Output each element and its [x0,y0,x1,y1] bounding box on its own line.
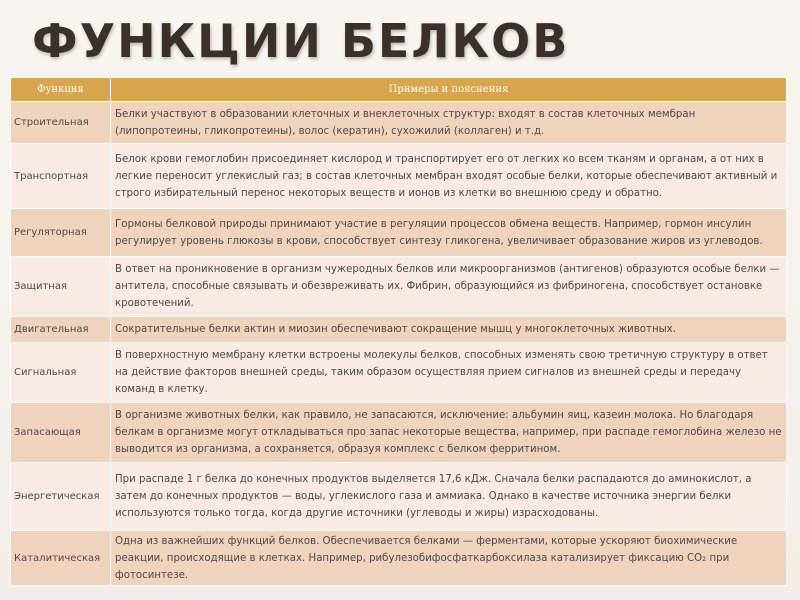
description-cell: В поверхностную мембрану клетки встроены молекулы белков, способных изменять свою третичную структуру в ответ на действие факторов внешней среды, таким образом осуществляя прием сигналов из внешней среды и передачу команд в клетку. [111,343,787,403]
table-row [11,403,787,463]
description-cell: В ответ на проникновение в организм чужеродных белков или микроорганизмов (антигенов) образуются особые белки — антитела, способные связывать и обезвреживать их. Фибрин, образующийся из фибриногена, способствует остановке кровотечений. [111,257,787,317]
table-row [11,531,787,586]
functions-table-container [10,77,786,586]
slide-title: ФУНКЦИИ БЕЛКОВ [32,14,570,68]
function-cell: Двигательная [11,317,111,343]
description-cell: В организме животных белки, как правило, не запасаются, исключение: альбумин яиц, казеин молока. Но благодаря белкам в организме могут откладываться про запас некоторые вещества, например, при распаде гемоглобина железо не выводится из организма, а сохраняется, образуя комплекс с белком ферритином. [111,403,787,463]
function-cell: Регуляторная [11,209,111,257]
function-cell: Строительная [11,102,111,144]
description-cell: Белок крови гемоглобин присоединяет кислород и транспортирует его от легких ко всем тканям и органам, а от них в легкие переносит углекислый газ; в состав клеточных мембран входят особые белки, которые обеспечивают активный и строго избирательный перенос некоторых веществ и ионов из клетки во внешнюю среду и обратно. [111,144,787,209]
table-header-row [11,78,787,102]
table-row [11,144,787,209]
table-row [11,102,787,144]
table-row [11,317,787,343]
function-cell: Защитная [11,257,111,317]
function-cell: Транспортная [11,144,111,209]
table-body [11,102,787,586]
column-header-function: Функция [11,78,111,102]
column-header-examples: Примеры и пояснения [111,78,787,102]
description-cell: При распаде 1 г белка до конечных продуктов выделяется 17,6 кДж. Сначала белки распадаются до аминокислот, а затем до конечных продуктов — воды, углекислого газа и аммиака. Однако в качестве источника энергии белки используются только тогда, когда другие источники (углеводы и жиры) израсходованы. [111,463,787,531]
function-cell: Сигнальная [11,343,111,403]
description-cell: Белки участвуют в образовании клеточных и внеклеточных структур: входят в состав клеточных мембран (липопротеины, гликопротеины), волос (кератин), сухожилий (коллаген) и т.д. [111,102,787,144]
function-cell: Запасающая [11,403,111,463]
table-row [11,463,787,531]
description-cell: Одна из важнейших функций белков. Обеспечивается белками — ферментами, которые ускоряют биохимические реакции, происходящие в клетках. Например, рибулезобифосфаткарбоксилаза катализирует фиксацию CO₂ при фотосинтезе. [111,531,787,586]
function-cell: Каталитическая [11,531,111,586]
functions-table [10,77,787,586]
description-cell: Сократительные белки актин и миозин обеспечивают сокращение мышц у многоклеточных животных. [111,317,787,343]
description-cell: Гормоны белковой природы принимают участие в регуляции процессов обмена веществ. Например, гормон инсулин регулирует уровень глюкозы в крови, способствует синтезу гликогена, увеличивает образование жиров из углеводов. [111,209,787,257]
table-row [11,257,787,317]
function-cell: Энергетическая [11,463,111,531]
table-row [11,209,787,257]
table-row [11,343,787,403]
